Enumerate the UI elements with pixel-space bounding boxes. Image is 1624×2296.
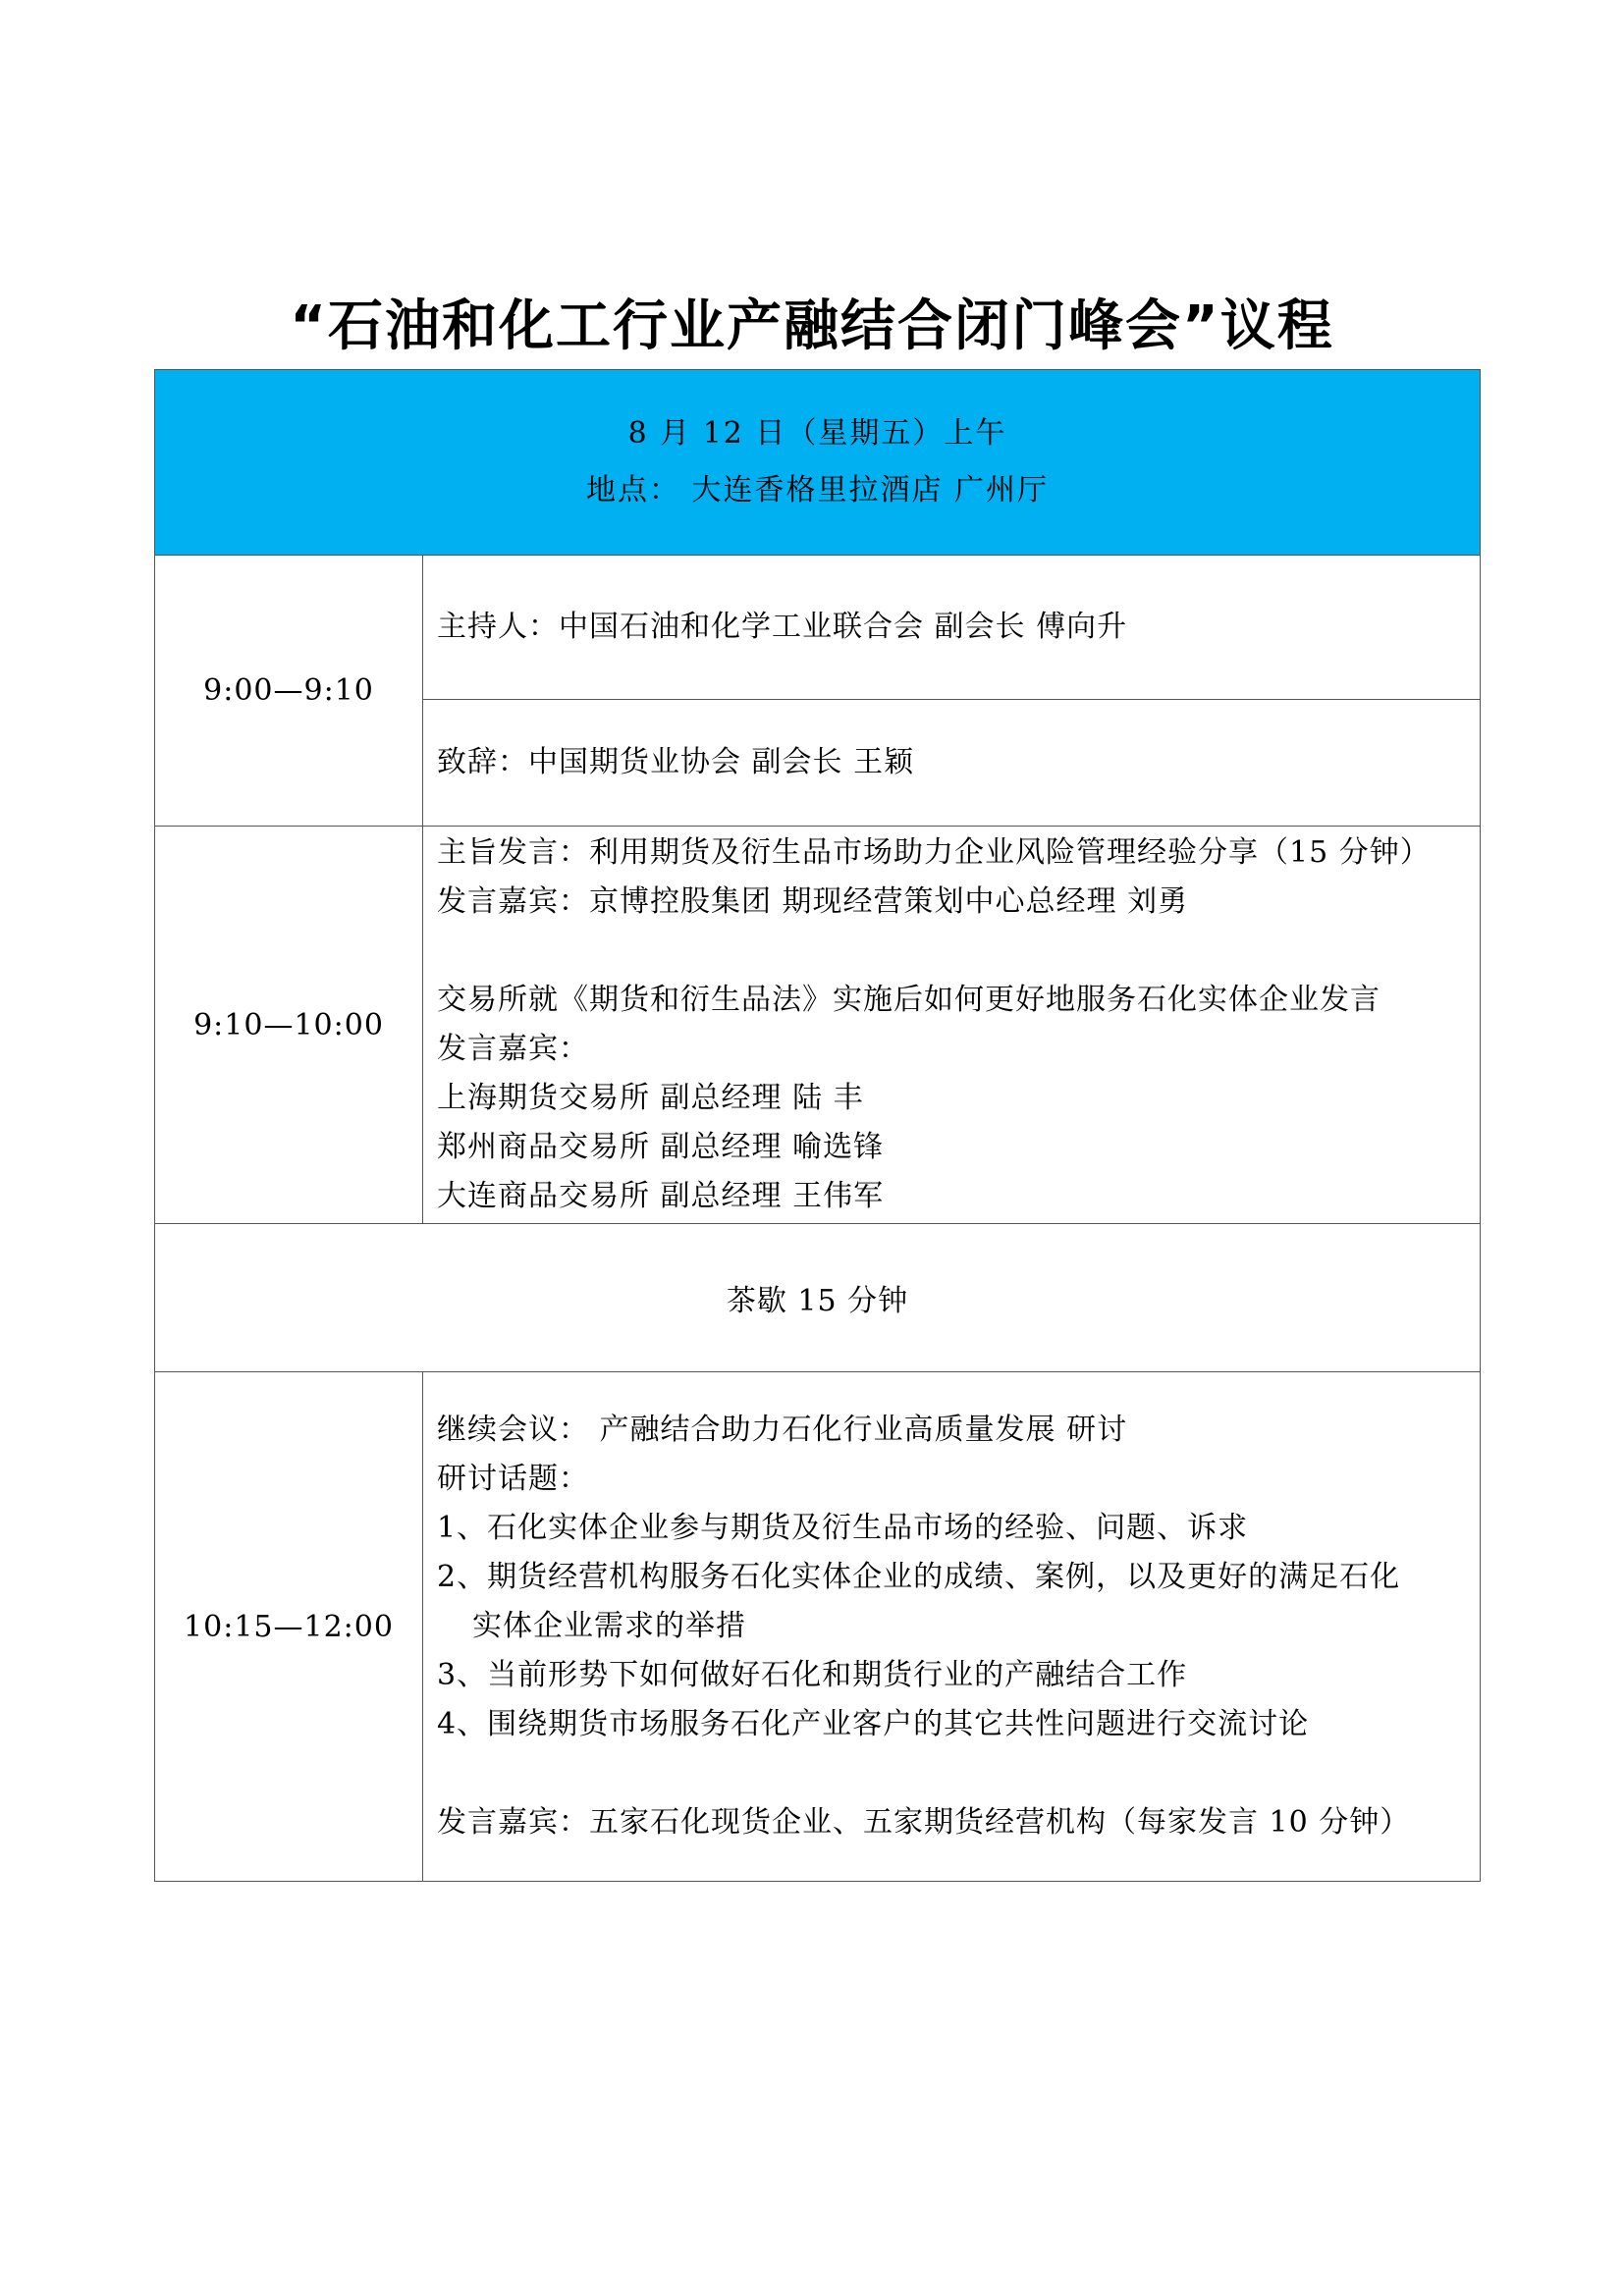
session-host [423, 556, 1481, 700]
spacer [437, 927, 1480, 976]
subtopic-item: 2、期货经营机构服务石化实体企业的成绩、案例，以及更好的满足石化 [437, 1560, 1401, 1594]
topic-text: 继续会议： 产融结合助力石化行业高质量发展 研讨 [437, 1413, 1128, 1447]
speech-text: 致辞：中国期货业协会 副会长 王颖 [437, 745, 915, 779]
keynote-speaker: 发言嘉宾：京博控股集团 期现经营策划中心总经理 刘勇 [437, 884, 1189, 919]
agenda-date: 8 月 12 日（星期五）上午 [627, 416, 1007, 451]
session-row [155, 556, 1481, 700]
tea-break: 茶歇 15 分钟 [155, 1224, 1481, 1372]
subtopics-label: 研讨话题： [437, 1462, 589, 1496]
subtopic-item: 4、围绕期货市场服务石化产业客户的其它共性问题进行交流讨论 [437, 1707, 1310, 1741]
subtopic-item: 实体企业需求的举措 [472, 1609, 746, 1643]
subtopic-item: 3、当前形势下如何做好石化和期货行业的产融结合工作 [437, 1658, 1188, 1692]
keynote-text: 主旨发言：利用期货及衍生品市场助力企业风险管理经验分享（15 分钟） [437, 835, 1431, 870]
session-time: 9:00—9:10 [155, 556, 423, 827]
session-time: 9:10—10:00 [155, 827, 423, 1224]
agenda-venue: 地点： 大连香格里拉酒店 广州厅 [585, 473, 1050, 507]
speaker-item: 大连商品交易所 副总经理 王伟军 [437, 1179, 885, 1213]
speakers-note: 发言嘉宾：五家石化现货企业、五家期货经营机构（每家发言 10 分钟） [437, 1805, 1411, 1840]
host-text: 主持人：中国石油和化学工业联合会 副会长 傅向升 [437, 610, 1128, 644]
speakers-label: 发言嘉宾： [437, 1032, 589, 1066]
session-row [155, 827, 1481, 1224]
session-content [423, 827, 1481, 1224]
agenda-header-cell [155, 370, 1481, 556]
spacer [437, 1749, 1480, 1798]
page-title: “石油和化工行业产融结合闭门峰会”议程 [290, 294, 1334, 358]
session-row [155, 1372, 1481, 1882]
session-time: 10:15—12:00 [155, 1372, 423, 1882]
agenda-header-row [155, 370, 1481, 556]
session-speech [423, 700, 1481, 827]
session-content [423, 1372, 1481, 1882]
exchange-topic: 交易所就《期货和衍生品法》实施后如何更好地服务石化实体企业发言 [437, 983, 1380, 1017]
agenda-table [154, 369, 1481, 1882]
subtopic-item: 1、石化实体企业参与期货及衍生品市场的经验、问题、诉求 [437, 1511, 1249, 1545]
tea-break-row [155, 1224, 1481, 1372]
speaker-item: 上海期货交易所 副总经理 陆 丰 [437, 1081, 864, 1115]
speaker-item: 郑州商品交易所 副总经理 喻选锋 [437, 1130, 885, 1164]
